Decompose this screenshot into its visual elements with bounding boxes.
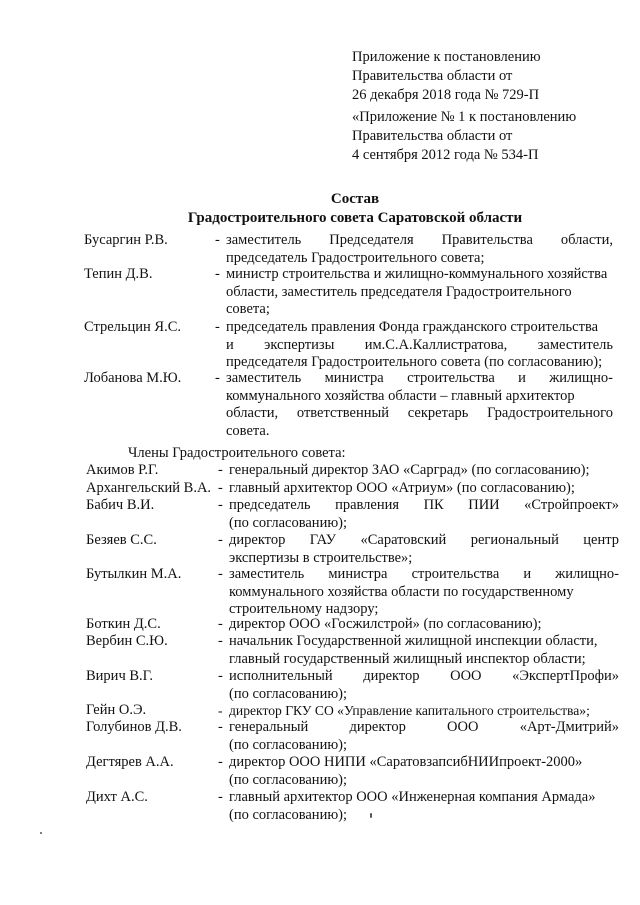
person-role: - директор ГАУ «Саратовский региональный центр экспертизы в строительстве»; (218, 532, 619, 566)
person-role: - генеральный директор ЗАО «Сарград» (по согласованию); (218, 462, 590, 478)
person-name: Архангельский В.А. (86, 480, 212, 496)
person-role: - председатель правления Фонда гражданского строительства и экспертизы им.С.А.Каллистратова, заместитель председателя Градостроительного совета (по согласованию); (215, 319, 613, 370)
appendix-line-3: 26 декабря 2018 года № 729-П (352, 87, 540, 103)
person-role: - директор ООО «Госжилстрой» (по согласованию); (218, 616, 542, 632)
person-name: Дегтярев А.А. (86, 754, 174, 770)
person-role: - заместитель министра строительства и жилищно- коммунального хозяйства области – главный архитектор области, ответственный секретарь Градостроительного совета. (215, 370, 613, 439)
prev-appendix-line-1: «Приложение № 1 к постановлению (352, 109, 577, 125)
person-name: Тепин Д.В. (84, 266, 153, 282)
person-name: Бусаргин Р.В. (84, 232, 168, 248)
person-name: Гейн О.Э. (86, 702, 147, 718)
person-role: - заместитель Председателя Правительства области, председатель Градостроительного совета; (215, 232, 613, 266)
person-name: Стрельцин Я.С. (84, 319, 182, 335)
prev-appendix-line-3: 4 сентября 2012 года № 534-П (352, 147, 539, 163)
prev-appendix-line-2: Правительства области от (352, 128, 513, 144)
person-role: - директор ГКУ СО «Управление капитального строительства»; (218, 703, 590, 718)
person-name: Вирич В.Г. (86, 668, 154, 684)
person-role: - исполнительный директор ООО «ЭкспертПрофи» (по согласованию); (218, 668, 619, 702)
previous-appendix-reference (352, 108, 576, 165)
person-role: - председатель правления ПК ПИИ «Стройпроект» (по согласованию); (218, 497, 619, 531)
person-role: - министр строительства и жилищно-коммунального хозяйства области, заместитель председателя Градостроительного совета; (215, 266, 608, 317)
appendix-line-2: Правительства области от (352, 68, 513, 84)
person-role: - директор ООО НИПИ «СаратовзапсибНИИпроект-2000» (по согласованию); (218, 754, 583, 788)
person-role: - главный архитектор ООО «Инженерная компания Армада» (по согласованию); (218, 789, 596, 823)
person-name: Вербин С.Ю. (86, 633, 168, 649)
person-role: - заместитель министра строительства и жилищно- коммунального хозяйства области по государственному строительному надзору; (218, 566, 619, 617)
person-name: Лобанова М.Ю. (84, 370, 182, 386)
title-line-2: Градостроительного совета Саратовской области (187, 210, 523, 226)
person-name: Акимов Р.Г. (86, 462, 159, 478)
person-name: Голубинов Д.В. (86, 719, 182, 735)
person-name: Дихт А.С. (86, 789, 148, 805)
person-name: Бутылкин М.А. (86, 566, 182, 582)
members-section-label: Члены Градостроительного совета: (128, 445, 346, 461)
scan-speck (40, 832, 42, 834)
person-role: - главный архитектор ООО «Атриум» (по согласованию); (218, 480, 575, 496)
scan-speck (370, 813, 372, 818)
appendix-line-1: Приложение к постановлению (352, 49, 541, 65)
document-title (0, 190, 640, 228)
person-name: Боткин Д.С. (86, 616, 161, 632)
person-name: Безяев С.С. (86, 532, 157, 548)
person-role: - генеральный директор ООО «Арт-Дмитрий» (по согласованию); (218, 719, 619, 753)
person-name: Бабич В.И. (86, 497, 155, 513)
person-role: - начальник Государственной жилищной инспекции области, главный государственный жилищный инспектор области; (218, 633, 598, 667)
title-line-1: Состав (330, 191, 380, 207)
appendix-reference (352, 48, 541, 105)
